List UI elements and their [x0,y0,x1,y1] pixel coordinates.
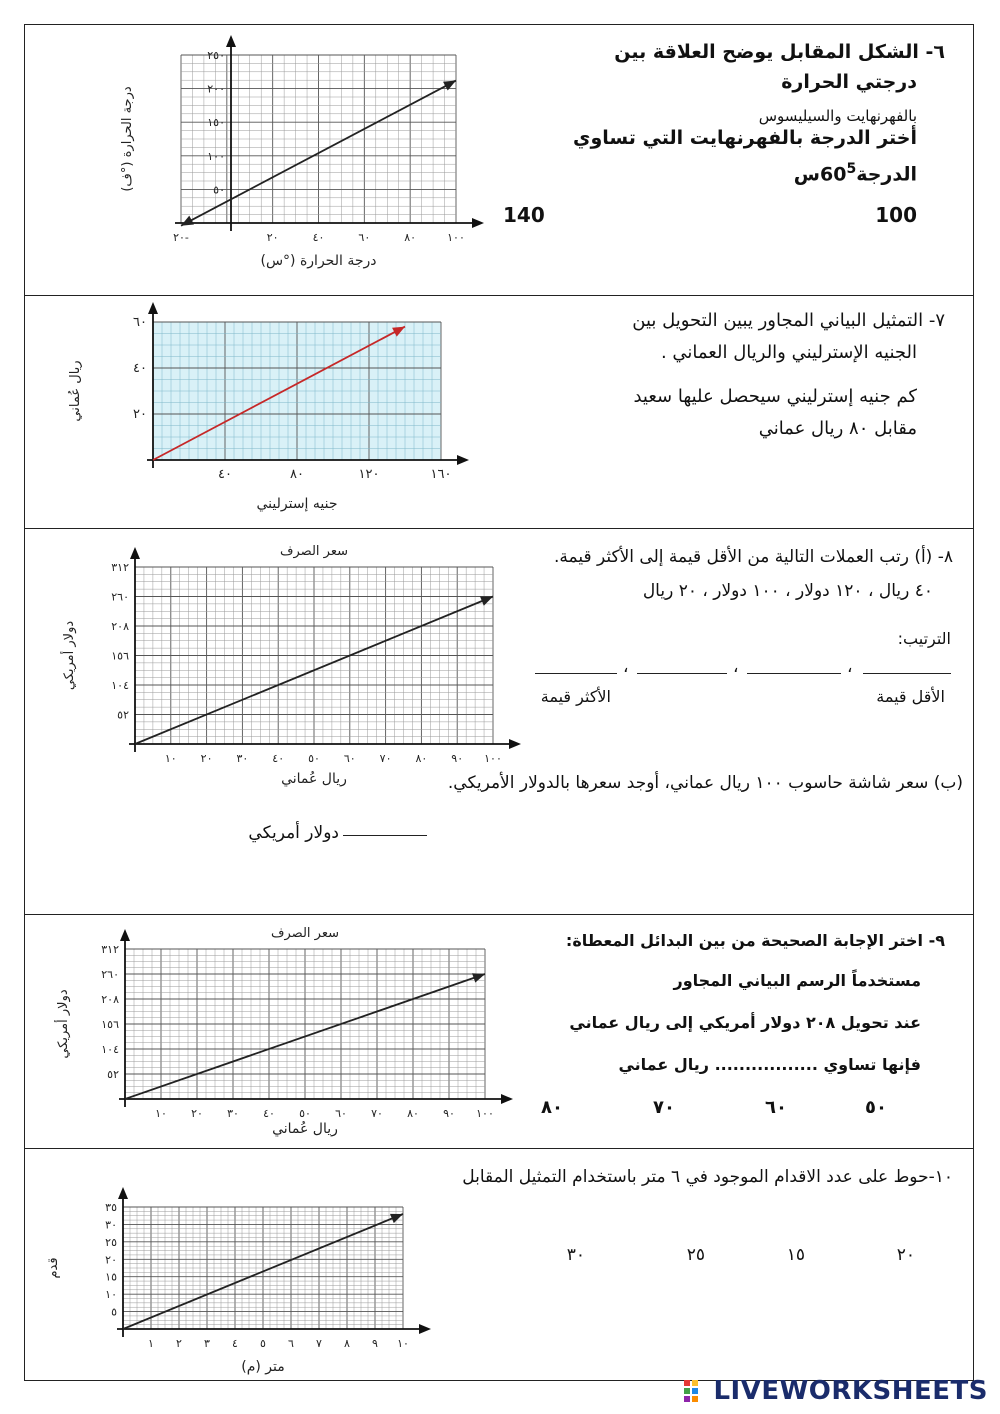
q8-order-label: الترتيب: [897,629,951,648]
q9-line3: عند تحويل ٢٠٨ دولار أمريكي إلى ريال عماني [569,1013,921,1032]
y-tick-label: ٥٢ [117,708,129,722]
x-tick-label: ١٠ [155,1107,167,1120]
x-tick-label: ١٠٠ [447,231,465,244]
x-tick-label: ٤٠ [272,752,285,765]
y-axis-label: قدم [46,1257,61,1279]
x-tick-label: ١٠ [397,1337,409,1350]
x-tick-label: ٦٠ [358,231,371,244]
y-axis-arrow [120,929,130,941]
x-tick-label: ٤٠ [263,1107,275,1120]
q9-option-60[interactable]: ٦٠ [765,1097,787,1118]
y-tick-label: ١٠ [105,1288,117,1302]
q6-line2: درجتي الحرارة [781,71,917,93]
y-tick-label: ٣٠ [105,1218,117,1232]
q8-answer-blank-4[interactable] [535,673,617,674]
y-axis-label: دولار أمريكي [56,989,71,1059]
x-tick-label: ٢٠ [191,1107,203,1120]
liveworksheets-logo[interactable] [683,1376,988,1406]
liveworksheets-logo-text: LIVEWORKSHEETS [713,1376,988,1406]
q6-line5-sup: 5 [846,161,857,177]
q9-line2: مستخدماً الرسم البياني المجاور [673,971,921,990]
x-tick-label: ٨٠ [404,231,417,244]
q6-line3: بالفهرنهايت والسيليسوس [758,107,917,125]
question-6 [24,24,974,296]
q6-option-100[interactable]: 100 [875,203,917,227]
q8-comma-1: ، [847,657,853,677]
question-8 [24,529,974,915]
x-tick-label: ١٦٠ [430,467,452,482]
x-tick-label: ٧٠ [379,752,392,765]
x-tick-label: ٣٠ [227,1107,239,1120]
x-axis-arrow [419,1324,431,1334]
y-tick-label: ٣١٢ [101,943,119,956]
q8-comma-2: ، [733,657,739,677]
q6-line5 [794,161,917,185]
x-tick-label: ٢ [176,1337,182,1350]
y-tick-label: ٦٠ [133,315,147,330]
q9-line1: ٩- اختر الإجابة الصحيحة من بين البدائل المعطاة: [565,931,945,950]
q10-option-25[interactable]: ٢٥ [686,1245,705,1265]
y-tick-label: ١٠٤ [111,679,129,692]
y-tick-label: ١٠٤ [101,1043,119,1056]
x-tick-label: ٤ [232,1337,238,1350]
y-tick-label: ٢٠٠ [207,82,225,96]
x-tick-label: ٢٠ [266,231,279,244]
y-axis-label: دولار أمريكي [62,620,77,691]
y-tick-label: ٥ [111,1305,117,1319]
y-tick-label: ١٥٦ [101,1018,119,1031]
q8-answer-blank-2[interactable] [747,673,841,674]
x-tick-label: ٤٠ [218,467,232,482]
q8-answer-unit: دولار أمريكي [248,823,339,843]
x-tick-label: ٢٠ [200,752,213,765]
x-axis-label: ريال عُماني [272,1121,338,1137]
y-axis-arrow [130,547,140,559]
q6-line4: أختر الدرجة بالفهرنهايت التي تساوي [573,127,917,149]
chart-q6-temperature [111,35,491,285]
x-tick-label: ٦٠ [343,752,356,765]
q8-comma-3: ، [623,657,629,677]
x-tick-label: ١٠٠ [476,1107,494,1120]
chart-title: سعر الصرف [280,544,348,559]
q8-part-b: (ب) سعر شاشة حاسوب ١٠٠ ريال عماني، أوجد سعرها بالدولار الأمريكي. [447,773,963,793]
q8-answer-blank-3[interactable] [637,673,727,674]
q6-line5-value: 60 [820,163,847,186]
y-tick-label: ٢٠ [133,407,147,422]
y-tick-label: ٢٦٠ [101,968,119,981]
q8-most-label: الأكثر قيمة [540,687,611,706]
q9-line4: فإنها تساوي ................. ريال عماني [618,1055,921,1074]
x-axis-label: متر (م) [241,1359,285,1375]
x-tick-label: ٤٠ [312,231,325,244]
q8-least-label: الأقل قيمة [876,687,945,706]
x-tick-label: ٦٠ [335,1107,347,1120]
x-tick-label: ٧ [316,1337,322,1350]
x-tick-label: ٢٠- [173,231,189,244]
chart-q9-exchange-rate [55,921,525,1143]
y-tick-label: ٤٠ [133,361,147,376]
x-axis-label: ريال عُماني [281,771,347,787]
q9-option-50[interactable]: ٥٠ [865,1097,887,1118]
q10-line1: ١٠-حوط على عدد الاقدام الموجود في ٦ متر باستخدام التمثيل المقابل [462,1167,953,1187]
x-tick-label: ٦ [288,1337,294,1350]
chart-title: سعر الصرف [271,926,339,941]
x-tick-label: ٣٠ [236,752,249,765]
y-axis-arrow [148,302,158,314]
x-tick-label: ٣ [204,1337,210,1350]
y-tick-label: ٣١٢ [111,561,129,574]
x-axis-arrow [509,739,521,749]
y-axis-label: درجة الحرارة (°ف) [120,86,135,192]
y-tick-label: ٢٠٨ [101,993,119,1006]
chart-q8-exchange-rate [55,539,505,787]
q6-line5-unit: س [793,163,821,186]
q9-option-80[interactable]: ٨٠ [541,1097,563,1118]
x-axis-arrow [501,1094,513,1104]
x-tick-label: ٥٠ [308,752,320,765]
x-tick-label: ٩٠ [443,1107,455,1120]
y-tick-label: ٢٥٠ [207,49,225,62]
y-tick-label: ١٠٠ [207,149,225,163]
x-tick-label: ٨٠ [290,467,304,482]
q6-option-140[interactable]: 140 [503,203,545,227]
y-tick-label: ١٥٠ [207,116,225,130]
x-tick-label: ٧٠ [371,1107,383,1120]
y-axis-arrow [226,35,236,47]
y-tick-label: ١٥ [105,1270,117,1284]
x-tick-label: ١ [148,1337,154,1350]
q8-line1: ٨- (أ) رتب العملات التالية من الأقل قيمة إلى الأكثر قيمة. [553,547,953,567]
question-10 [24,1149,974,1381]
liveworksheets-logo-icon [683,1378,709,1404]
x-tick-label: ٥٠ [299,1107,311,1120]
x-tick-label: ١٢٠ [358,467,380,482]
y-tick-label: ٢٦٠ [111,590,129,604]
x-axis-label: جنيه إسترليني [256,496,338,512]
y-tick-label: ٢٠ [105,1253,117,1267]
q7-line1: ٧- التمثيل البياني المجاور يبين التحويل بين [632,310,945,331]
q10-option-15[interactable]: ١٥ [786,1245,805,1265]
x-axis-arrow [457,455,469,465]
q7-line4: مقابل ٨٠ ريال عماني [758,418,917,439]
y-tick-label: ٥٢ [107,1068,119,1081]
chart-q7-pound-rial [65,302,485,522]
question-9 [24,915,974,1149]
q8-line2: ٤٠ ريال ، ١٢٠ دولار ، ١٠٠ دولار ، ٢٠ ريال [642,581,933,601]
y-tick-label: ٢٥ [105,1235,117,1249]
q10-option-20[interactable]: ٢٠ [896,1245,915,1265]
x-tick-label: ٩٠ [451,752,464,765]
q8-part-b-answer-blank[interactable] [343,835,427,836]
y-tick-label: ٢٠٨ [111,620,129,633]
chart-q10-meters-feet [43,1195,443,1375]
x-tick-label: ١٠ [164,752,177,765]
question-7 [24,296,974,529]
x-axis-label: درجة الحرارة (°س) [260,253,377,269]
x-tick-label: ٨ [344,1337,350,1350]
q7-line3: كم جنيه إسترليني سيحصل عليها سعيد [633,386,917,407]
worksheet [24,24,976,1380]
q10-option-30[interactable]: ٣٠ [566,1245,585,1265]
y-axis-label: ريال عُماني [68,360,83,422]
y-tick-label: ٣٥ [105,1201,117,1214]
x-tick-label: ٥ [260,1337,266,1350]
x-tick-label: ٨٠ [407,1107,419,1120]
q6-line1: ٦- الشكل المقابل يوضح العلاقة بين [614,41,945,63]
x-tick-label: ٩ [372,1337,378,1350]
q7-line2: الجنيه الإسترليني والريال العماني . [660,342,917,363]
q6-line5-degree: الدرجة [856,163,917,186]
x-tick-label: ١٠٠ [484,752,502,765]
q9-option-70[interactable]: ٧٠ [653,1097,675,1118]
y-tick-label: ١٥٦ [111,649,129,663]
x-axis-arrow [472,218,484,228]
y-axis-arrow [118,1187,128,1199]
x-tick-label: ٨٠ [415,752,428,765]
q8-answer-blank-1[interactable] [863,673,951,674]
y-tick-label: ٥٠ [213,183,225,197]
